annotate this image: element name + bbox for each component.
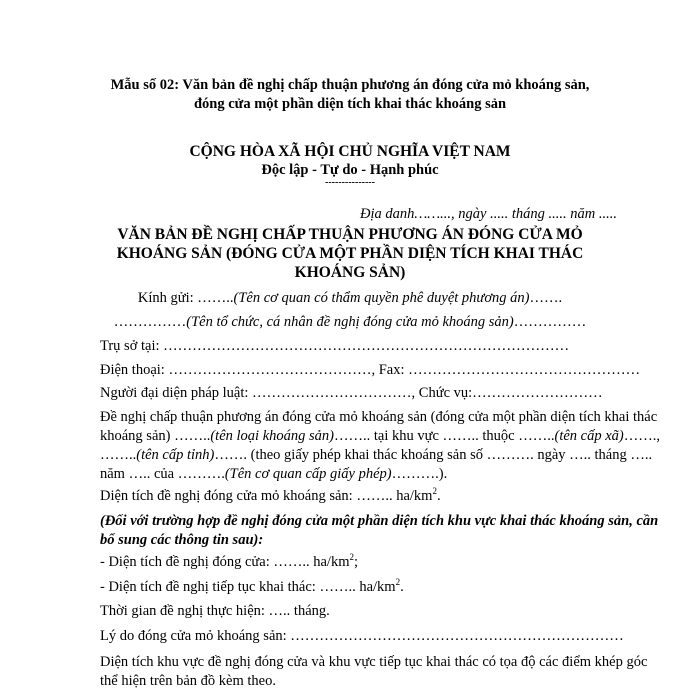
recipient-label: Kính gửi: …….. — [137, 290, 234, 306]
document-title-line2: KHOÁNG SẢN (ĐÓNG CỬA MỘT PHẦN DIỆN TÍCH KHAI THÁC — [116, 245, 584, 262]
national-motto: Độc lập - Tự do - Hạnh phúc — [261, 162, 439, 178]
request-text-2: …….. tại khu vực …….. thuộc …….. — [333, 428, 555, 444]
recipient-line1 — [0, 289, 700, 308]
partial-continue-area-exponent: 2 — [395, 577, 401, 588]
form-title-text: Văn bản đề nghị chấp thuận phương án đóng cửa mỏ khoáng sản, — [179, 77, 590, 93]
partial-close-area — [100, 553, 358, 572]
closure-area-field — [100, 487, 441, 506]
partial-closure-note: (Đối với trường hợp đề nghị đóng cửa một phần diện tích khu vực khai thác khoáng sản, cần bổ sung các thông tin sau): — [100, 513, 659, 548]
partial-continue-area — [100, 578, 404, 597]
recipient-line2 — [0, 313, 700, 332]
issuing-authority-placeholder: (Tên cơ quan cấp giấy phép) — [224, 466, 392, 482]
recipient-lead: …………… — [113, 314, 187, 330]
mineral-type-placeholder: (tên loại khoáng sản) — [210, 428, 334, 444]
request-text-3: ……., …….. — [100, 428, 660, 463]
form-title-line2: đóng cửa một phần diện tích khai thác khoáng sản — [193, 96, 507, 112]
request-text-5: ……….). — [391, 466, 448, 482]
form-number: Mẫu số 02: — [110, 77, 180, 93]
document-title-line1: VĂN BẢN ĐỀ NGHỊ CHẤP THUẬN PHƯƠNG ÁN ĐÓNG CỬA MỎ — [117, 226, 583, 243]
coordinates-note: Diện tích khu vực đề nghị đóng cửa và khu vực tiếp tục khai thác có tọa độ các điểm khép góc thể hiện trên bản đồ kèm theo. — [100, 654, 648, 689]
partial-close-area-end: ; — [353, 554, 359, 570]
place-date: Địa danh……..., ngày ..... tháng ..... năm ..... — [360, 206, 617, 222]
recipient-trail2: …………… — [513, 314, 587, 330]
partial-close-area-text: - Diện tích đề nghị đóng cửa: …….. ha/km — [100, 554, 350, 570]
recipient-trail: ……. — [529, 290, 563, 306]
closure-area-unit-exponent: 2 — [432, 486, 437, 497]
partial-continue-area-text: - Diện tích đề nghị tiếp tục khai thác: …….. ha/km — [100, 579, 396, 595]
document-title-line3: KHOÁNG SẢN) — [294, 264, 406, 281]
partial-close-area-exponent: 2 — [349, 552, 354, 563]
head-office-field: Trụ sở tại: ………………………………………………………………………… — [100, 338, 570, 354]
reason-field: Lý do đóng cửa mỏ khoáng sản: …………………………………………………………… — [100, 628, 624, 644]
recipient-authority: (Tên cơ quan có thẩm quyền phê duyệt phương án) — [233, 290, 530, 306]
header-separator: --------------- — [325, 177, 375, 188]
request-paragraph — [100, 408, 660, 484]
request-text-1: Đề nghị chấp thuận phương án đóng cửa mỏ khoáng sản (đóng cửa một phần diện tích khai thác khoáng sản) …….. — [100, 409, 658, 444]
duration-field: Thời gian đề nghị thực hiện: ….. tháng. — [100, 603, 330, 619]
partial-continue-area-end: . — [400, 579, 404, 595]
request-text-4: ……. (theo giấy phép khai thác khoáng sản số ………. ngày ….. tháng ….. năm ….. của ………. — [100, 447, 653, 482]
closure-area-end: . — [436, 488, 441, 504]
commune-placeholder: (tên cấp xã) — [554, 428, 624, 444]
closure-area-text: Diện tích đề nghị đóng cửa mỏ khoáng sản: …….. ha/km — [100, 488, 433, 504]
phone-fax-field: Điện thoại: ……………………………………, Fax: ………………………………………… — [100, 362, 641, 378]
form-title-line1 — [0, 76, 700, 95]
province-placeholder: (tên cấp tỉnh) — [136, 447, 215, 463]
recipient-applicant: (Tên tổ chức, cá nhân đề nghị đóng cửa mỏ khoáng sản) — [186, 314, 514, 330]
representative-field: Người đại diện pháp luật: ……………………………, Chức vụ:……………………… — [100, 385, 603, 401]
country-name: CỘNG HÒA XÃ HỘI CHỦ NGHĨA VIỆT NAM — [189, 143, 511, 160]
